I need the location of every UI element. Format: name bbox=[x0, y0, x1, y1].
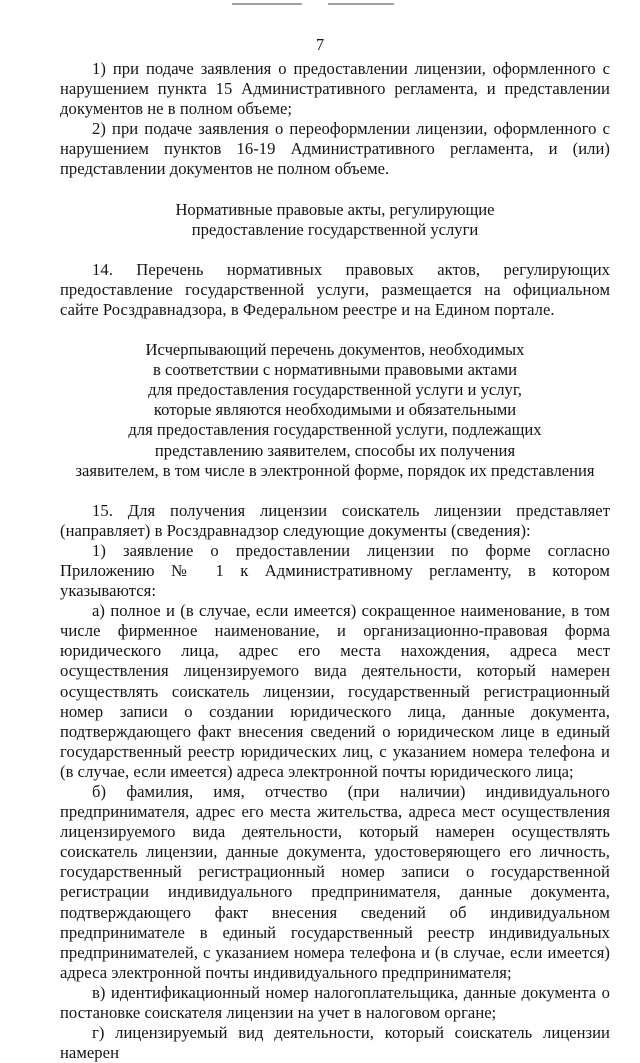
heading-line: представлению заявителем, способы их получения bbox=[154, 440, 516, 460]
paragraph-15: 15. Для получения лицензии соискатель лицензии представляет (направляет) в Росздравнадзор следующие документы (сведения): bbox=[60, 500, 610, 540]
heading-line: Нормативные правовые акты, регулирующие bbox=[175, 199, 495, 219]
paragraph-15-item-1v: в) идентификационный номер налогоплательщика, данные документа о постановке соискателя лицензии на учет в налоговом органе; bbox=[60, 982, 610, 1023]
scan-artifact bbox=[232, 3, 302, 5]
heading-line: для предоставления государственной услуги, подлежащих bbox=[128, 420, 542, 440]
heading-line: Исчерпывающий перечень документов, необходимых bbox=[145, 340, 525, 360]
paragraph-intro-2: 2) при подаче заявления о переоформлении лицензии, оформленного с нарушением пунктов 16-19 Административного регламента, и (или) представлении документов не полном объеме. bbox=[60, 119, 610, 179]
paragraph-intro-1: 1) при подаче заявления о предоставлении лицензии, оформленного с нарушением пункта 15 Административного регламента, и представлении документов не в полном объеме; bbox=[60, 59, 610, 119]
scan-artifact bbox=[328, 3, 394, 5]
document-body bbox=[60, 59, 610, 1063]
page-number: 7 bbox=[315, 35, 325, 54]
paragraph-15-item-1a: а) полное и (в случае, если имеется) сокращенное наименование, в том числе фирменное наименование, и организационно-правовая форма юридического лица, адрес его места нахождения, адреса мест осуществления лицензируемого вида деятельности, который намерен осуществлять соискатель лицензии, государственный регистрационный номер записи о создании юридического лица, данные документа, подтверждающего факт внесения сведений о юридическом лице в единый государственный реестр юридических лиц, с указанием номера телефона и (в случае, если имеется) адреса электронной почты юридического лица; bbox=[60, 601, 610, 781]
section-heading-documents-list bbox=[60, 340, 610, 481]
heading-line: предоставление государственной услуги bbox=[191, 219, 479, 239]
section-heading-normative-acts bbox=[60, 200, 610, 240]
heading-line: которые являются необходимыми и обязательными bbox=[153, 400, 517, 420]
paragraph-14: 14. Перечень нормативных правовых актов, регулирующих предоставление государственной услуги, размещается на официальном сайте Росздравнадзора, в Федеральном реестре и на Едином портале. bbox=[60, 259, 610, 319]
heading-line: заявителем, в том числе в электронной форме, порядок их представления bbox=[75, 460, 595, 480]
paragraph-15-item-1: 1) заявление о предоставлении лицензии по форме согласно Приложению № 1 к Административному регламенту, в котором указываются: bbox=[60, 540, 610, 601]
heading-line: в соответствии с нормативными правовыми актами bbox=[153, 360, 517, 380]
paragraph-15-item-1b: б) фамилия, имя, отчество (при наличии) индивидуального предпринимателя, адрес его места жительства, адреса мест осуществления лицензируемого вида деятельности, который намерен осуществлять соискатель лицензии, данные документа, удостоверяющего его личность, государственный регистрационный номер записи о государственной регистрации индивидуального предпринимателя, данные документа, подтверждающего факт внесения сведений об индивидуальном предпринимателе в единый государственный реестр индивидуальных предпринимателей, с указанием номера телефона и (в случае, если имеется) адреса электронной почты индивидуального предпринимателя; bbox=[60, 782, 610, 982]
paragraph-15-item-1g: г) лицензируемый вид деятельности, который соискатель лицензии намерен bbox=[60, 1023, 610, 1063]
heading-line: для предоставления государственной услуги и услуг, bbox=[148, 380, 522, 400]
